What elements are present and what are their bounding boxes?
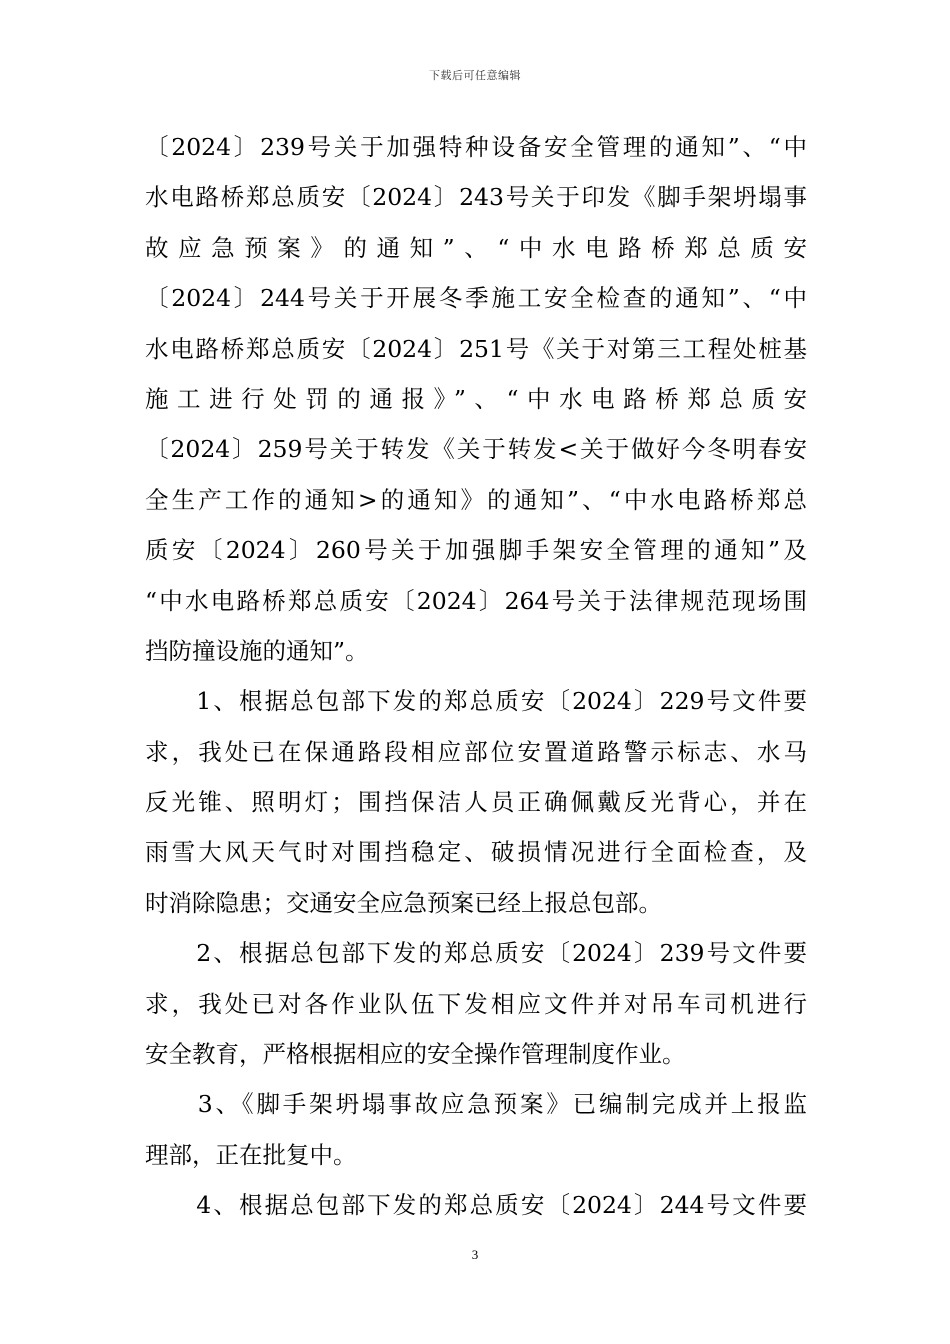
text-line: 〔2024〕239号关于加强特种设备安全管理的通知”、“中 <box>145 133 807 161</box>
text-line: 时消除隐患；交通安全应急预案已经上报总包部。 <box>145 888 662 917</box>
document-body <box>145 122 807 1231</box>
page-number: 3 <box>471 1247 479 1262</box>
text-line: 3、《脚手架坍塌事故应急预案》已编制完成并上报监 <box>145 1090 807 1119</box>
text-line: 水电路桥郑总质安〔2024〕251号《关于对第三工程处桩基 <box>145 334 807 363</box>
text-line: 求，我处已对各作业队伍下发相应文件并对吊车司机进行 <box>145 989 807 1018</box>
text-line: 全生产工作的通知>的通知》的通知”、“中水电路桥郑总 <box>145 485 807 514</box>
text-line: 水电路桥郑总质安〔2024〕243号关于印发《脚手架坍塌事 <box>145 183 807 212</box>
text-line: 4、根据总包部下发的郑总质安〔2024〕244号文件要 <box>145 1191 807 1220</box>
text-line: 施工进行处罚的通报》”、“中水电路桥郑总质安 <box>145 384 807 413</box>
text-line: “中水电路桥郑总质安〔2024〕264号关于法律规范现场围 <box>145 586 807 615</box>
text-line: 雨雪大风天气时对围挡稳定、破损情况进行全面检查，及 <box>145 838 807 867</box>
text-line: 挡防撞设施的通知”。 <box>145 636 369 665</box>
text-line: 〔2024〕244号关于开展冬季施工安全检查的通知”、“中 <box>145 284 807 313</box>
text-line: 安全教育，严格根据相应的安全操作管理制度作业。 <box>145 1040 686 1069</box>
text-line: 〔2024〕259号关于转发《关于转发<关于做好今冬明春安 <box>145 435 807 464</box>
text-line: 求，我处已在保通路段相应部位安置道路警示标志、水马 <box>145 737 807 766</box>
text-line: 质安〔2024〕260号关于加强脚手架安全管理的通知”及 <box>145 536 807 565</box>
text-line: 反光锥、照明灯；围挡保洁人员正确佩戴反光背心，并在 <box>145 788 807 817</box>
text-line: 故应急预案》的通知”、“中水电路桥郑总质安 <box>145 233 807 262</box>
text-line: 理部，正在批复中。 <box>145 1140 357 1169</box>
text-line: 2、根据总包部下发的郑总质安〔2024〕239号文件要 <box>145 939 807 968</box>
text-line: 1、根据总包部下发的郑总质安〔2024〕229号文件要 <box>145 687 807 716</box>
header-note: 下载后可任意编辑 <box>429 69 521 82</box>
